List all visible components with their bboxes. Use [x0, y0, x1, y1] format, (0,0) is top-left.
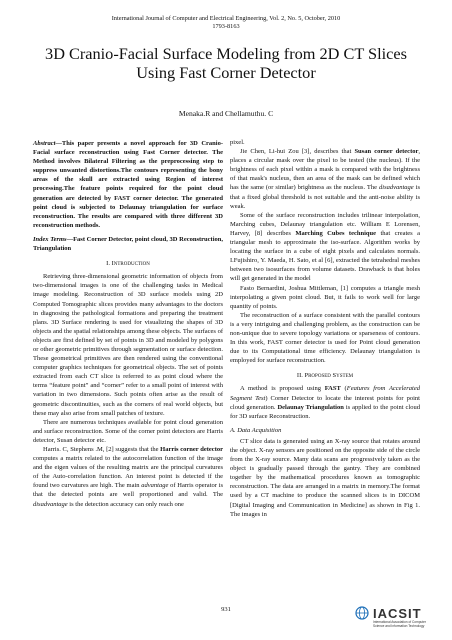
page-number: 931 — [221, 606, 231, 613]
logo-wordmark: IACSIT — [373, 606, 422, 621]
text-run: , places a circular mask over the pixel to be tested (the nucleus). If the brightness of each pixel within a mask is compared with the brightness of that mask's nucleus, then an area of the mask can be defined which has the same (or similar) brightness as the nucleus. The — [230, 148, 420, 192]
text-run: Jie Chen, Li-hui Zou [3], describes that — [240, 148, 355, 156]
paragraph: There are numerous techniques available for point cloud generation and surface reconstruction. Some of the corner point detectors are Harris detector, Susan detector etc. — [33, 418, 223, 444]
text-run: is applied to the point cloud for 3D surface Reconstruction. — [230, 403, 420, 420]
text-run: computes a matrix related to the autocorrelation function of the image and the eigen values of the resulting matrix are the principal curvatures of the Auto-correlation function. An interest point is detected if the found two curvatures are high. The main — [33, 455, 223, 490]
text-run: Harris. C, Stephens .M, [2] suggests that the — [43, 446, 161, 453]
globe-icon — [355, 606, 369, 620]
text-run: is that a fixed global threshold is not suitable and the anti-noise ability is weak. — [230, 184, 420, 210]
abstract-text: —This paper presents a novel approach for 3D Cranio-Facial surface reconstruction using Fast Corner detector. The Method involves Bilateral Filtering as the preprocessing step to suppress unwanted distortions.The contours representing the bony areas of the skull are extracted using Region of interest processing.The feature points required for the point cloud generation are detected by FAST corner detector. The generated point cloud is subjected to Delaunay triangulation for surface reconstruction. The results are compared with three different 3D reconstruction methods. — [33, 140, 223, 229]
paragraph: CT slice data is generated using an X-ray source that rotates around the object. X-ray sensors are positioned on the opposite side of the circle from the X-ray source. Many data scans are progressively taken as the object is gradually passed through the gantry. They are combined together by the mathematical procedures known as tomographic reconstruction. The data are arranged in a matrix in memory.The format used by a CT machine to produce the scanned slices is in DICOM [Digital Imaging and Communication in Medicine] as shown in Fig 1. The images in — [230, 437, 420, 518]
text-run: that creates a triangular mesh to approximate the iso-surface. Algorithm works by locating the surface in a cube of eight pixels and calculates normals. I.Fujishiro, Y. Maeda, H. Sato, et al [6], extracted the tetrahedral meshes between two isosurfaces from volume datasets. Drawback is that holes will get generated in the model — [230, 229, 421, 283]
paragraph — [230, 211, 420, 284]
paragraph: The reconstruction of a surface consistent with the parallel contours is a very intriguing and challenging problem, as the construction can be non-unique due to severe topology variations or sparseness of contours. In this work, FAST corner detector is used for Point cloud generation due to its Computational time efficiency. Delaunay triangulation is employed for surface reconstruction. — [230, 311, 420, 365]
paper-title: 3D Cranio-Facial Surface Modeling from 2D CT Slices Using Fast Corner Detector — [45, 44, 407, 82]
bold-term: Delaunay Triangulation — [277, 403, 344, 411]
subsection-heading-data-acquisition: A. Data Acquisition — [230, 426, 282, 434]
italic-term: Features from Accelerated Segment Test — [230, 385, 420, 402]
text-run: is the detection accuracy can only reach one — [67, 500, 184, 508]
italic-term: disadvantage — [33, 500, 68, 508]
paragraph — [230, 384, 420, 420]
publisher-logo — [355, 604, 437, 634]
index-terms-text: —Fast Corner Detector, point cloud, 3D Reconstruction, Triangulation — [33, 235, 223, 253]
text-run: of Harris operator is that the detected points are well proportioned and valid. The — [33, 482, 223, 499]
bold-term: Susan corner detector — [354, 148, 419, 156]
text-run: Some of the surface reconstruction includes trilinear interpolation, Marching cubes, Delaunay triangulation etc. William E Lorensen, Harvey, [8] describes — [230, 211, 420, 237]
section-heading-proposed-system: II. Proposed System — [296, 372, 354, 380]
paragraph: pixel. — [230, 139, 245, 146]
index-terms-label: Index Terms — [33, 235, 67, 243]
paragraph: Retrieving three-dimensional geometric information of objects from two-dimensional images is one of the challenging tasks in Medical image modeling. Reconstruction of 3D surface models using 2D Computed Tomographic slices provides many advantages to the doctors in diagnosing the pathological formations and preparing the treatment plans. 3D Surface rendering is used for visualizing the shapes of 3D objects and the spatial relationships among these objects. The surfaces of objects are first defined by set of points in 3D and modeled by polygons or other geometric primitives through segmentation or surface detection. These geometrical primitives are then rendered using the conventional computer graphics techniques for geometrical objects. The set of points extracted from each CT slice is referred to as point cloud where the terms “feature point” and “corner” refer to a small point of interest with variation in two dimensions. Such points often arise as the result of geometric discontinuities, such as the corners of real world objects, but these may also arise from small patches of texture. — [33, 273, 223, 417]
right-column — [230, 138, 420, 519]
left-column — [33, 139, 223, 509]
logo-tagline: International Association of Computer Science and Information Technology — [373, 620, 426, 628]
bold-term: Marching Cubes technique — [295, 229, 377, 237]
paragraph — [33, 445, 223, 509]
text-run: A method is proposed using — [240, 385, 325, 393]
italic-term: advantage — [141, 482, 169, 490]
paragraph — [230, 147, 420, 211]
abstract-label: Abstract — [33, 140, 56, 147]
paragraph: Fasto Bernardini, Joshua Mittleman, [1] computes a triangle mesh interpolating a given point cloud. But, it fails to work well for large quantity of points. — [230, 284, 420, 310]
text-run: ( — [340, 385, 347, 393]
text-run: ) Corner Detector to locate the interest points for point cloud generation. — [230, 394, 420, 411]
index-terms — [33, 235, 223, 253]
journal-issn: 1793-8163 — [212, 23, 240, 30]
abstract — [33, 139, 223, 230]
italic-term: disadvantage — [379, 184, 414, 192]
bold-term: Harris corner detector — [160, 446, 223, 453]
section-heading-introduction: I. Introduction — [106, 260, 150, 268]
bold-term: FAST — [324, 385, 341, 393]
journal-header — [0, 15, 452, 31]
journal-citation: International Journal of Computer and Electrical Engineering, Vol. 2, No. 5, October, 2010 — [111, 15, 341, 22]
paper-authors: Menaka.R and Chellamuthu. C — [178, 109, 274, 118]
